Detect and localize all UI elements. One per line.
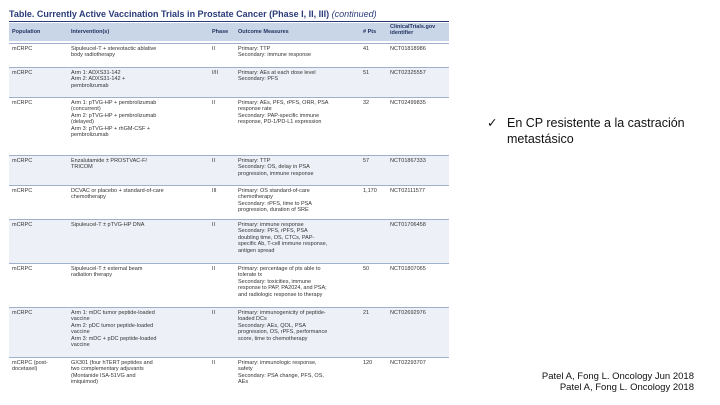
cell-interventions: Sipuleucel-T + stereotactic ablative body radiotherapy (71, 46, 157, 59)
cell-phase: II (212, 360, 216, 366)
cell-identifier: NCT01867333 (390, 158, 426, 164)
cell-population: mCRPC (12, 100, 33, 106)
cell-outcome: Primary: TTP Secondary: OS, delay in PSA progression, immune response (238, 158, 314, 177)
table-row (9, 357, 449, 397)
cell-interventions: Sipuleucel-T ± external beam radiation therapy (71, 266, 143, 279)
cell-identifier: NCT02499835 (390, 100, 426, 106)
cell-outcome: Primary: TTP Secondary: immune response (238, 46, 312, 59)
cell-phase: I/II (212, 70, 219, 76)
cell-pts: 1,170 (363, 188, 377, 194)
cell-population: mCRPC (12, 310, 33, 316)
vaccination-trials-table (9, 9, 449, 397)
cell-pts: 51 (363, 70, 370, 76)
cell-pts: 41 (363, 46, 370, 52)
table-title-continued: (continued) (331, 9, 377, 19)
table-row (9, 185, 449, 220)
cell-pts: 50 (363, 266, 370, 272)
cell-interventions: Enzalutamide ± PROSTVAC-F/ TRICOM (71, 158, 147, 171)
cell-pts: 32 (363, 100, 370, 106)
cell-phase: II (212, 266, 216, 272)
citation-line-2: Patel A, Fong L. Oncology 2018 (559, 382, 694, 393)
cell-outcome: Primary: percentage of pts able to tolerate tx Secondary: toxicities, immune response to PAP, PA2024, and PSA; and radiologic response to therapy (238, 266, 327, 298)
table-row (9, 43, 449, 68)
cell-outcome: Primary: immunologic response, safety Secondary: PSA change, PFS, OS, AEs (238, 360, 324, 386)
cell-outcome: Primary: OS standard-of-care chemotherapy Secondary: rPFS, time to PSA progression, duration of SRE (238, 188, 312, 214)
header-population: Population (12, 29, 41, 35)
cell-phase: II (212, 310, 216, 316)
cell-outcome: Primary: immunogenicity of peptide- loaded DCs Secondary: AEs, QOL, PSA progression, OS, rPFS, performance score, time to chemotherapy (238, 310, 328, 342)
cell-pts: 120 (363, 360, 373, 366)
cell-identifier: NCT01706458 (390, 222, 426, 228)
cell-interventions: Arm 1: ADXS31-142 Arm 2: ADXS31-142 + pembrolizumab (71, 70, 126, 89)
cell-population: mCRPC (post- docetaxel) (12, 360, 48, 373)
table-row (9, 67, 449, 98)
cell-identifier: NCT02692976 (390, 310, 426, 316)
table-row (9, 263, 449, 308)
cell-phase: III (212, 188, 217, 194)
cell-outcome: Primary: AEs at each dose level Secondary: PFS (238, 70, 316, 83)
cell-population: mCRPC (12, 188, 33, 194)
table-row (9, 155, 449, 186)
cell-population: mCRPC (12, 266, 33, 272)
header-identifier: ClinicalTrials.gov identifier (390, 24, 436, 36)
citation-line-1: Patel A, Fong L. Oncology Jun 2018 (541, 371, 694, 382)
checkmark-icon: ✓ (487, 116, 498, 130)
cell-interventions: Arm 1: pTVG-HP + pembrolizumab (concurrent) Arm 2: pTVG-HP + pembrolizumab (delayed) Arm 3: pTVG-HP + rhGM-CSF + pembrolizumab (71, 100, 157, 139)
cell-phase: II (212, 222, 216, 228)
cell-identifier: NCT01807065 (390, 266, 426, 272)
cell-phase: II (212, 46, 216, 52)
cell-outcome: Primary: immune response Secondary: PFS, rPFS, PSA doubling time, OS, CTCs, PAP- specific Ab, T-cell immune response, antigen spread (238, 222, 328, 254)
cell-identifier: NCT02325557 (390, 70, 426, 76)
table-row (9, 219, 449, 264)
bullet-text: En CP resistente a la castración metastásico (507, 116, 685, 146)
table-row (9, 97, 449, 156)
cell-outcome: Primary: AEs, PFS, rPFS, ORR, PSA response rate Secondary: PAP-specific immune response, PD-1/PD-L1 expression (238, 100, 329, 126)
table-row (9, 307, 449, 358)
cell-interventions: Sipuleucel-T ± pTVG-HP DNA (71, 222, 145, 228)
cell-interventions: DCVAC or placebo + standard-of-care chemotherapy (71, 188, 164, 201)
header-outcome: Outcome Measures (238, 29, 289, 35)
header-pts: # Pts (363, 29, 377, 35)
cell-identifier: NCT01818986 (390, 46, 426, 52)
table-header (9, 23, 449, 41)
cell-population: mCRPC (12, 70, 33, 76)
header-interventions: Intervention(s) (71, 29, 110, 35)
cell-population: mCRPC (12, 46, 33, 52)
table-title-text: Table. Currently Active Vaccination Trials in Prostate Cancer (Phase I, II, III) (9, 9, 330, 19)
cell-identifier: NCT02111577 (390, 188, 425, 194)
cell-phase: II (212, 158, 216, 164)
cell-pts: 57 (363, 158, 370, 164)
cell-identifier: NCT02293707 (390, 360, 426, 366)
cell-interventions: Arm 1: mDC tumor peptide-loaded vaccine Arm 2: pDC tumor peptide-loaded vaccine Arm 3: mDC + pDC peptide-loaded vaccine (71, 310, 157, 349)
cell-interventions: GX301 (four hTERT peptides and two complementary adjuvants (Montanide ISA-51VG and imiquimod) (71, 360, 153, 386)
cell-phase: II (212, 100, 216, 106)
table-title (9, 9, 449, 22)
header-phase: Phase (212, 29, 229, 35)
cell-pts: 21 (363, 310, 370, 316)
cell-population: mCRPC (12, 222, 33, 228)
cell-population: mCRPC (12, 158, 33, 164)
